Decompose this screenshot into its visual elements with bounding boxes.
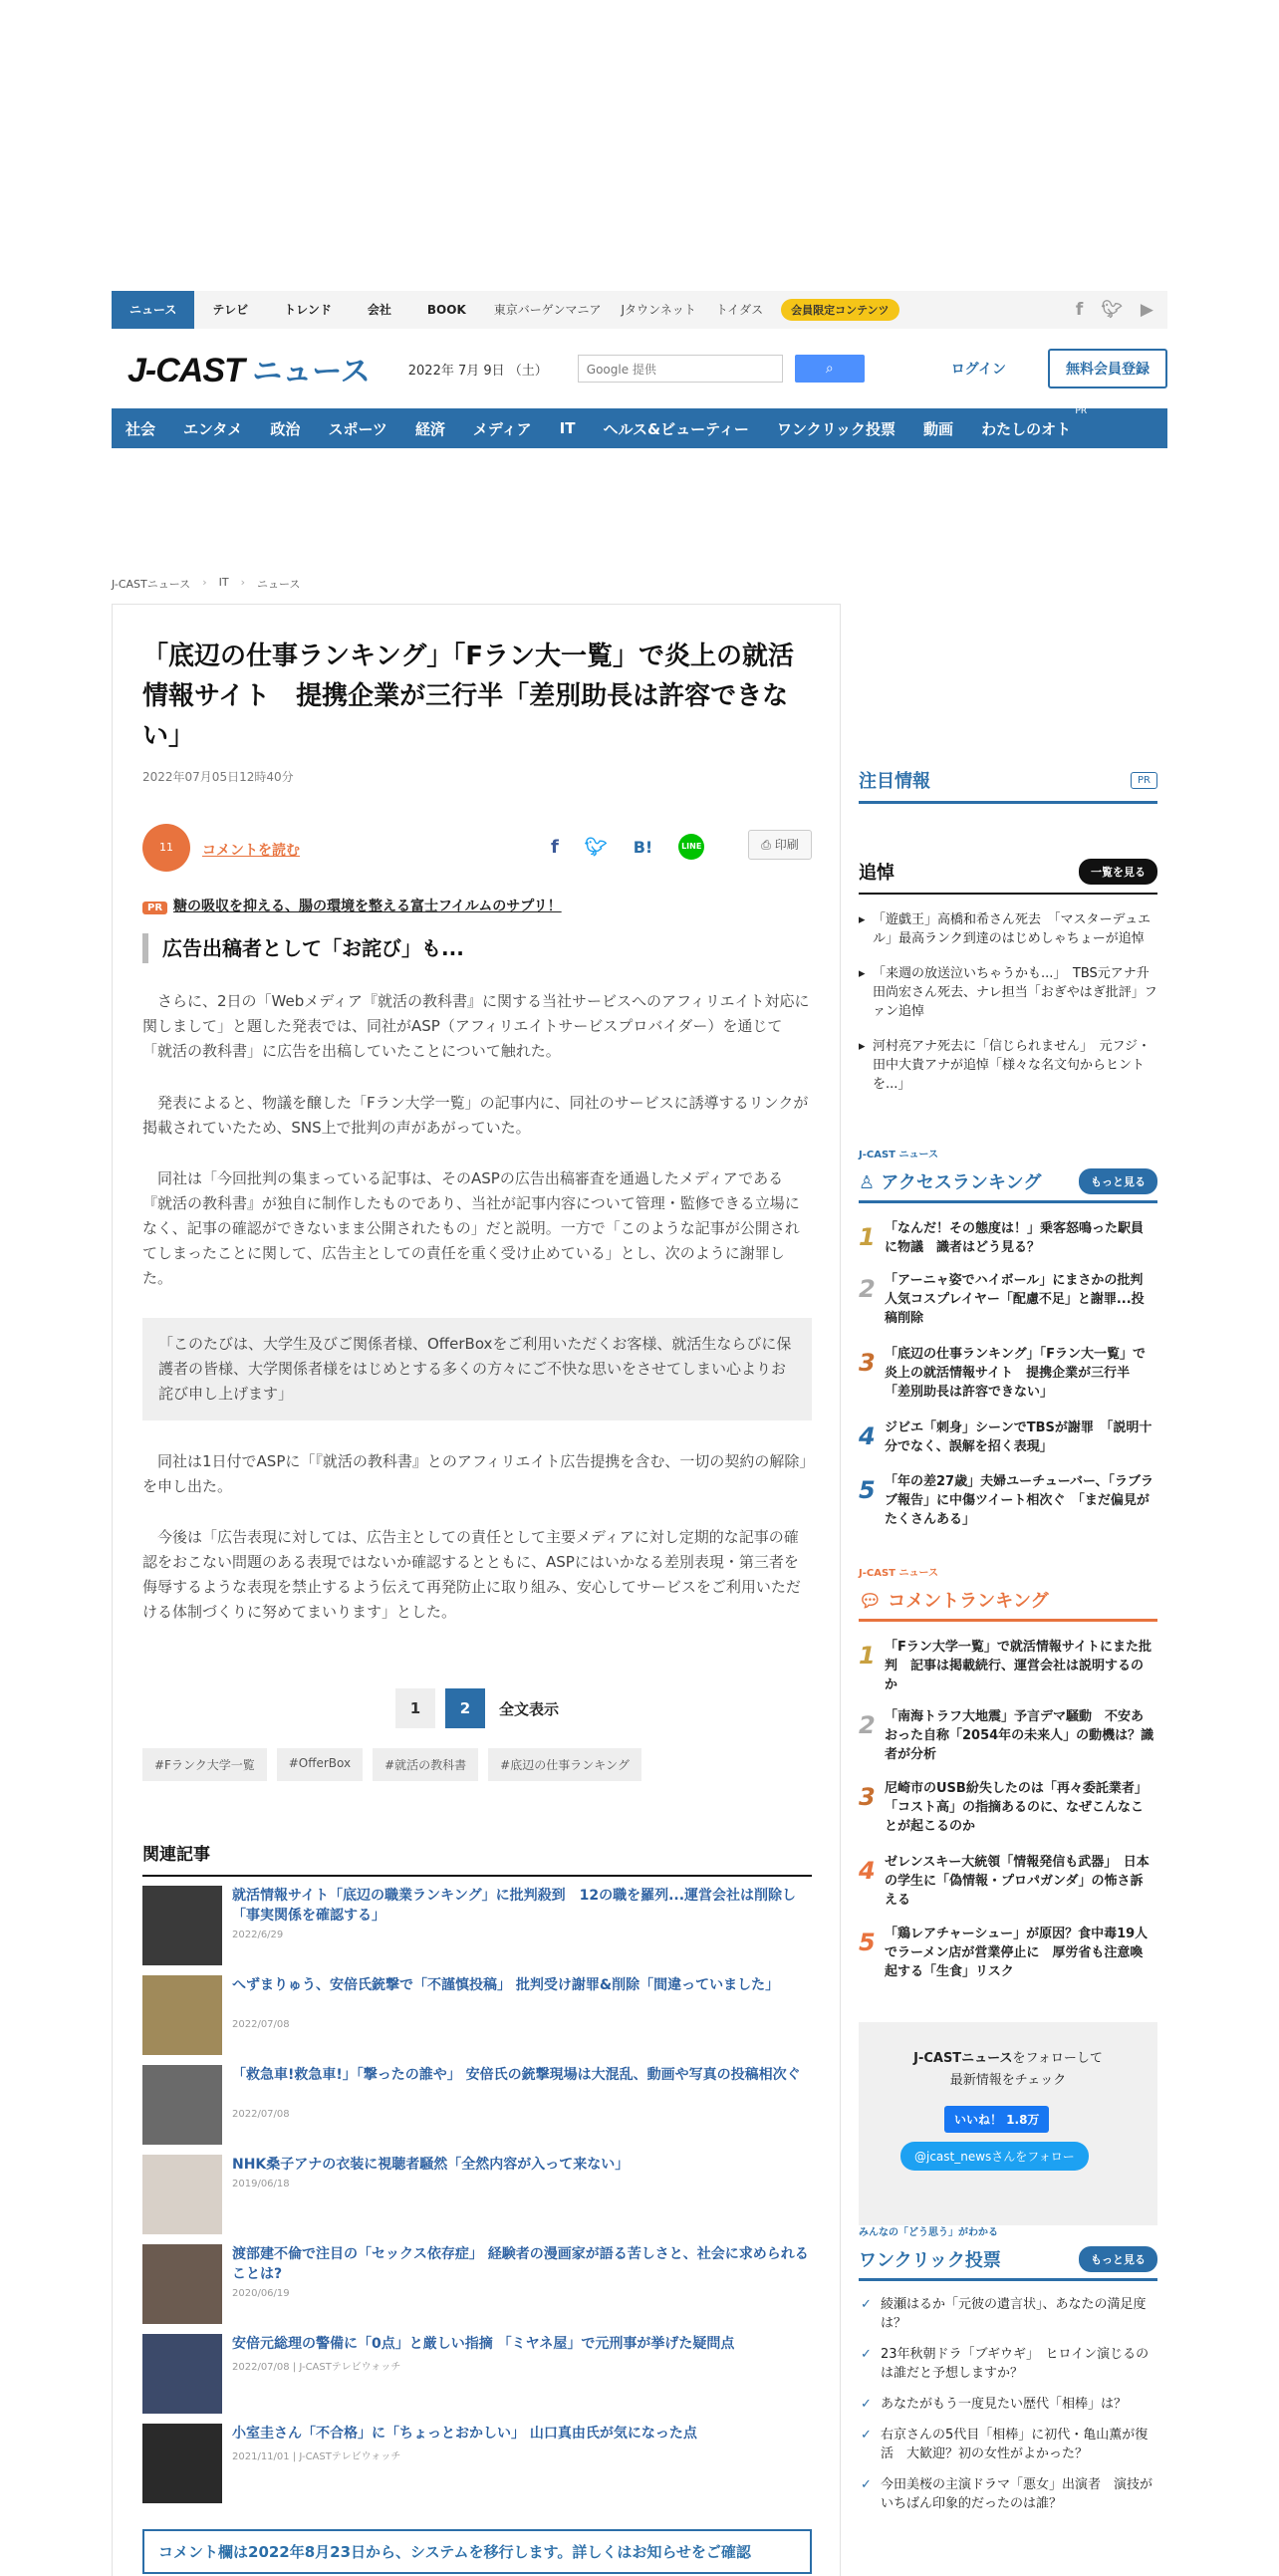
print-icon: ⎙: [761, 838, 775, 852]
show-all-link[interactable]: 全文表示: [499, 1699, 560, 1718]
article-paragraph: 同社は1日付でASPに「『就活の教科書』とのアフィリエイト広告提携を含む、一切の契約の解除」を申し出た。: [142, 1452, 807, 1495]
related-date: 2020/06/19: [232, 2288, 290, 2299]
vote-item[interactable]: ✓ 綾瀬はるか「元彼の遺言状」、あなたの満足度は？: [859, 2295, 1157, 2333]
share-buttons: [551, 834, 704, 860]
top-nav: [112, 291, 1167, 329]
page-1-button[interactable]: 1: [395, 1688, 435, 1728]
vote-more-button[interactable]: もっと見る: [1079, 2246, 1157, 2272]
topnav-tv[interactable]: テレビ: [212, 303, 249, 317]
related-title[interactable]: 安倍元総理の警備に「0点」と厳しい指摘 「ミヤネ屋」で元刑事が挙げた疑問点: [232, 2336, 735, 2352]
social-links: [1076, 300, 1167, 320]
related-item[interactable]: [142, 2424, 812, 2505]
related-thumbnail: [142, 2334, 222, 2414]
related-thumbnail: [142, 2424, 222, 2503]
related-item[interactable]: [142, 2244, 812, 2326]
cat-it[interactable]: IT: [559, 419, 576, 437]
breadcrumb: J-CASTニュース › IT › ニュース: [112, 576, 301, 591]
vote-item[interactable]: ✓ 右京さんの5代目「相棒」に初代・亀山薫が復活 大歓迎？初の女性がよかった？: [859, 2426, 1157, 2463]
article: [112, 604, 841, 2576]
cat-politics[interactable]: 政治: [270, 419, 301, 438]
cat-sports[interactable]: スポーツ: [328, 419, 387, 438]
tsuito-item[interactable]: ▸ 「遊戯王」高橋和希さん死去 「マスターデュエル」最高ランク到達のはじめしゃちょーが追悼: [859, 910, 1157, 948]
breadcrumb-home[interactable]: J-CASTニュース: [112, 578, 191, 591]
cat-vote[interactable]: ワンクリック投票: [776, 419, 896, 438]
print-button[interactable]: ⎙ 印刷: [748, 830, 812, 860]
related-thumbnail: [142, 2065, 222, 2145]
related-title[interactable]: 渡部建不倫で注目の「セックス依存症」 経験者の漫画家が語る苦しさと、社会に求められることは?: [232, 2246, 809, 2282]
related-date: 2022/07/08: [232, 2019, 290, 2030]
comment-count-icon[interactable]: 11: [142, 824, 190, 872]
cat-entertainment[interactable]: エンタメ: [183, 419, 243, 438]
access-more-button[interactable]: もっと見る: [1079, 1168, 1157, 1194]
cat-society[interactable]: 社会: [126, 419, 156, 438]
tag[interactable]: #OfferBox: [277, 1748, 363, 1781]
chat-icon: 💬︎: [859, 1591, 889, 1612]
line-share-icon[interactable]: LINE: [678, 834, 704, 860]
related-item[interactable]: [142, 2334, 812, 2416]
tsuito-item[interactable]: ▸ 「来週の放送泣いちゃうかも...」 TBS元アナ升田尚宏さん死去、ナレ担当「おぎやはぎ批評」ファン追悼: [859, 964, 1157, 1021]
youtube-icon[interactable]: ▶: [1140, 300, 1153, 320]
related-thumbnail: [142, 2244, 222, 2324]
tag[interactable]: #Fランク大学一覧: [142, 1748, 267, 1781]
breadcrumb-news[interactable]: ニュース: [256, 578, 301, 591]
twitter-follow-button[interactable]: @jcast_newsさんをフォロー: [900, 2142, 1089, 2171]
article-subheading: 広告出稿者として「お詫び」も...: [142, 933, 812, 963]
comment-system-notice[interactable]: コメント欄は2022年8月23日から、システムを移行します。詳しくはお知らせをご確認: [142, 2529, 812, 2574]
twitter-icon[interactable]: 🐦︎: [1101, 300, 1123, 320]
comment-ranking: J-CAST ニュース 💬︎ コメントランキング 1 「Fラン大学一覧」で就活情報サイトにまた批判 記事は掲載続行、運営会社は説明するのか 2 「南海トラフ大地震」予言デマ騒動 不安あおった自称「2054年の未来人」の動機は？識者が分析 3 尼崎市のUSB紛失したのは「再々委託業者」 「コスト高」の指摘あるのに、なぜこんなことが起こるのか 4 ゼレンスキー大統領「情報発信も武器」 日本の学生に「偽情報・プロパガンダ」の怖さ訴える 5 「鶏レアチャーシュー」が原因？食中毒19人でラーメン店が営業停止に 厚労省も注意喚起する「生食」リスク: [859, 1564, 1157, 2002]
related-date: 2022/07/08 | J-CASTテレビウォッチ: [232, 2362, 401, 2373]
search-input[interactable]: Google 提供: [578, 355, 783, 383]
comment-ranking-label: J-CAST ニュース: [859, 1568, 938, 1579]
related-date: 2022/6/29: [232, 1930, 284, 1940]
follow-text: J-CASTニュースをフォローして 最新情報をチェック: [913, 2051, 1103, 2088]
cat-media[interactable]: メディア: [472, 419, 532, 438]
related-heading: 関連記事: [142, 1840, 812, 1877]
article-paragraph: 発表によると、物議を醸した「Fラン大学一覧」の記事内に、同社のサービスに誘導するリンクが掲載されていたため、SNS上で批判の声があがっていた。: [142, 1094, 809, 1137]
pr-badge: PR: [142, 902, 167, 914]
related-date: 2019/06/18: [232, 2179, 290, 2190]
cat-watashi[interactable]: わたしのオト PR: [981, 405, 1088, 438]
related-item[interactable]: [142, 2065, 812, 2147]
site-logo[interactable]: J-CAST ニュース: [128, 352, 371, 389]
article-paragraph: 今後は「広告表現に対しては、広告主としての責任として主要メディアに対し定期的な記事の確認をおこない問題のある表現ではないか確認するとともに、ASPにはいかなる差別表現・第三者を侮辱するような表現を禁止するよう伝えて再発防止に取り組み、安心してサービスをご利用いただける体制づくりに努めてまいります」とした。: [142, 1528, 801, 1621]
access-ranking-label: J-CAST ニュース: [859, 1150, 938, 1160]
tag[interactable]: #底辺の仕事ランキング: [488, 1748, 641, 1781]
hatena-share-icon[interactable]: B!: [633, 837, 653, 857]
vote-item[interactable]: ✓ あなたがもう一度見たい歴代「相棒」は？: [859, 2395, 1157, 2414]
related-date: 2021/11/01 | J-CASTテレビウォッチ: [232, 2451, 401, 2462]
vote-item[interactable]: ✓ 今田美桜の主演ドラマ「悪女」出演者 演技がいちばん印象的だったのは誰？: [859, 2475, 1157, 2513]
site-header: [112, 339, 1167, 398]
comment-link[interactable]: コメントを読む: [202, 843, 300, 859]
access-ranking-heading: ♙ アクセスランキング: [859, 1172, 1042, 1193]
follow-box: [859, 2022, 1157, 2225]
tsuito-heading: 追悼: [859, 863, 895, 884]
related-date: 2022/07/08: [232, 2109, 290, 2120]
category-nav: [112, 405, 1167, 448]
comment-ranking-heading: 💬︎ コメントランキング: [859, 1591, 1049, 1612]
article-quote: 「このたびは、大学生及びご関係者様、OfferBoxをご利用いただくお客様、就活生ならびに保護者の皆様、大学関係者様をはじめとする多くの方々にご不快な思いをさせてしまい心よりお詫び申し上げます」: [142, 1318, 812, 1420]
featured-section: [859, 767, 1157, 804]
breadcrumb-it[interactable]: IT: [218, 576, 229, 589]
topnav-bargain[interactable]: 東京バーゲンマニア: [493, 303, 602, 317]
ranking-icon: ♙: [859, 1172, 882, 1193]
register-button[interactable]: 無料会員登録: [1048, 349, 1167, 388]
related-title[interactable]: NHK桑子アナの衣装に視聴者騒然「全然内容が入って来ない」: [232, 2157, 630, 2173]
topnav-book[interactable]: BOOK: [426, 303, 466, 317]
related-title[interactable]: へずまりゅう、安倍氏銃撃で「不謹慎投稿」 批判受け謝罪&削除「間違っていました」: [232, 1977, 780, 1993]
vote-label: みんなの「どう思う」がわかる: [859, 2227, 998, 2238]
vote-heading: ワンクリック投票: [859, 2250, 1001, 2271]
related-thumbnail: [142, 1975, 222, 2055]
tag[interactable]: #就活の教科書: [373, 1748, 478, 1781]
featured-pr-badge: PR: [1131, 772, 1157, 789]
featured-heading: 注目情報: [859, 771, 930, 792]
vote-item[interactable]: ✓ 23年秋朝ドラ「ブギウギ」 ヒロイン演じるのは誰だと予想しますか？: [859, 2345, 1157, 2383]
pr-link[interactable]: PR 糖の吸収を抑える、腸の環境を整える富士フイルムのサプリ！: [142, 896, 812, 915]
pagination: [395, 1688, 559, 1728]
cat-health[interactable]: ヘルス&ビューティー: [603, 419, 749, 438]
facebook-like-button[interactable]: いいね！ 1.8万: [944, 2106, 1049, 2133]
tsuito-section: [859, 859, 1157, 1094]
article-date: 2022年07月05日12時40分: [142, 770, 294, 784]
topnav-toidas[interactable]: トイダス: [715, 303, 764, 317]
related-thumbnail: [142, 1886, 222, 1965]
related-item[interactable]: [142, 1886, 812, 1967]
related-title[interactable]: 就活情報サイト「底辺の職業ランキング」に批判殺到 12の職を羅列...運営会社は削除し「事実関係を確認する」: [232, 1888, 797, 1924]
pr-label: PR: [1075, 405, 1088, 416]
facebook-share-icon[interactable]: f: [551, 836, 559, 858]
member-content-badge[interactable]: 会員限定コンテンツ: [781, 299, 898, 321]
facebook-icon[interactable]: f: [1075, 300, 1084, 320]
access-ranking: J-CAST ニュース ♙ アクセスランキング もっと見る 1 「なんだ！その態度は！」乗客怒鳴った駅員に物議 識者はどう見る？ 2 「アーニャ姿でハイボール」にまさかの批判 人気コスプレイヤー「配慮不足」と謝罪...投稿削除 3 「底辺の仕事ランキング」「Fラン大一覧」で炎上の就活情報サイト 提携企業が三行半「差別助長は許容できない」 4 ジビエ「刺身」シーンでTBSが謝罪 「説明十分でなく、誤解を招く表現」 5 「年の差27歳」夫婦ユーチューバー、「ラブラブ報告」に中傷ツイート相次ぐ 「まだ偏見がたくさんある」: [859, 1146, 1157, 1544]
page-2-button[interactable]: 2: [445, 1688, 485, 1728]
search-icon: ⌕: [825, 361, 834, 377]
topnav-news[interactable]: ニュース: [112, 291, 194, 329]
topnav-jtown[interactable]: Jタウンネット: [621, 303, 696, 317]
related-title[interactable]: 小室圭さん「不合格」に「ちょっとおかしい」 山口真由氏が気になった点: [232, 2426, 697, 2442]
topnav-trend[interactable]: トレンド: [284, 303, 332, 317]
tag-list: [142, 1748, 812, 1781]
related-item[interactable]: [142, 2155, 812, 2236]
article-paragraph: 同社は「今回批判の集まっている記事は、そのASPの広告出稿審査を通過したメディアである『就活の教科書』が独自に制作したものであり、当社が記事内容について管理・監修できる立場になく、記事の確認ができないまま公開されたもの」だと説明。一方で「このような記事が公開されてしまったことに関して、広告主としての責任を重く受け止めている」とし、次のように謝罪した。: [142, 1169, 800, 1287]
related-item[interactable]: [142, 1975, 812, 2057]
topnav-company[interactable]: 会社: [367, 303, 391, 317]
current-date: 2022年 7月 9日 （土）: [407, 363, 548, 379]
search-button[interactable]: [795, 355, 865, 383]
tsuito-item[interactable]: ▸ 河村亮アナ死去に「信じられません」 元フジ・田中大貴アナが追悼「様々な名文句からヒントを...」: [859, 1037, 1157, 1094]
tsuito-list-button[interactable]: 一覧を見る: [1079, 859, 1157, 885]
cat-economy[interactable]: 経済: [414, 419, 445, 438]
cat-video[interactable]: 動画: [923, 419, 954, 438]
article-paragraph: さらに、2日の「Webメディア『就活の教科書』に関する当社サービスへのアフィリエイト対応に関しまして」と題した発表では、同社がASP（アフィリエイトサービスプロバイダー）を通じて「就活の教科書」に広告を出稿していたことについて触れた。: [142, 992, 810, 1060]
article-title: 「底辺の仕事ランキング」「Fラン大一覧」で炎上の就活情報サイト 提携企業が三行半「差別助長は許容できない」: [142, 642, 794, 751]
related-title[interactable]: 「救急車!救急車!」「撃ったの誰や」 安倍氏の銃撃現場は大混乱、動画や写真の投稿相次ぐ: [232, 2067, 801, 2083]
twitter-share-icon[interactable]: 🐦︎: [584, 836, 608, 858]
login-link[interactable]: ログイン: [950, 362, 1006, 378]
related-thumbnail: [142, 2155, 222, 2234]
vote-section: [859, 2223, 1157, 2513]
